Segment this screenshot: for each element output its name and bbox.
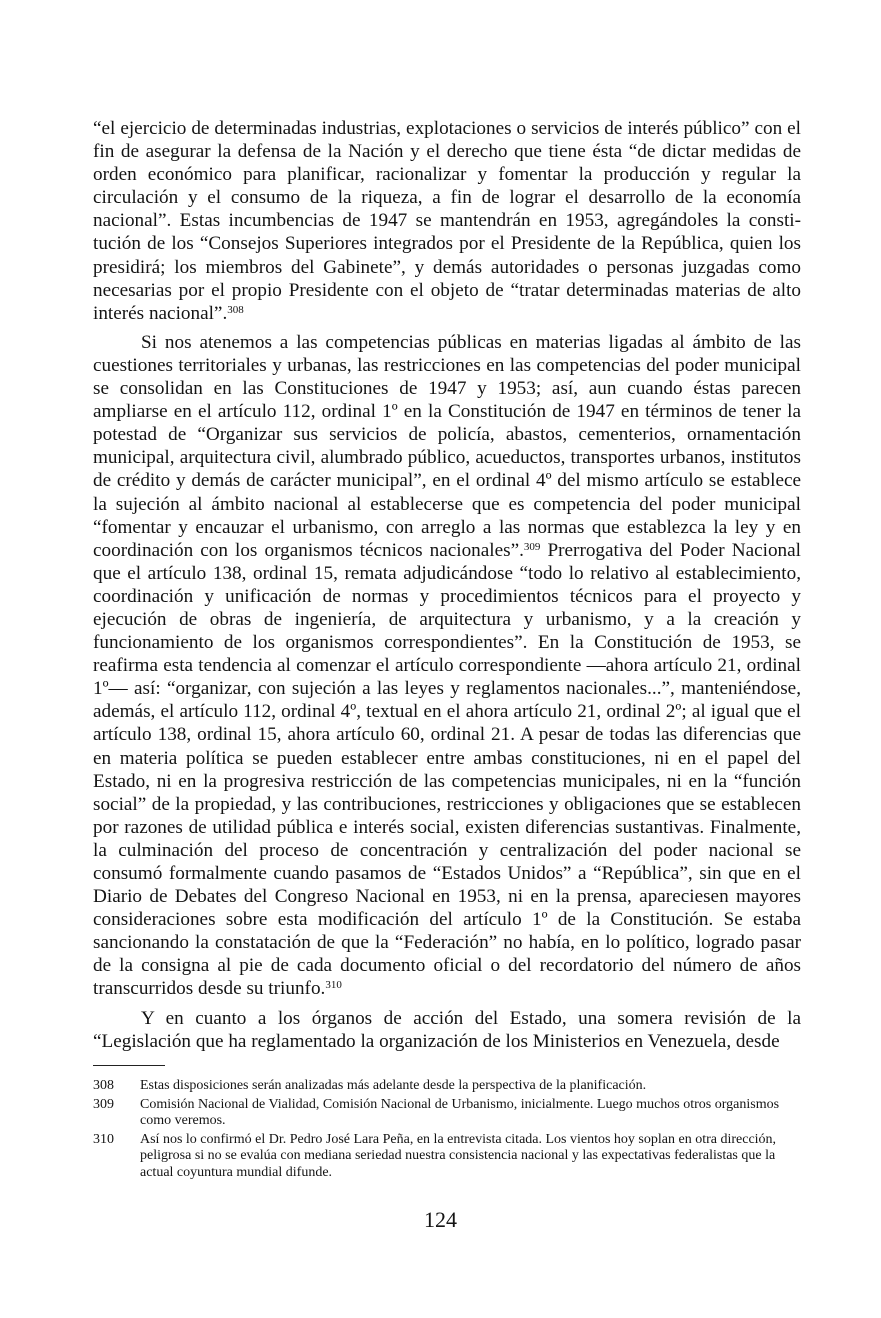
footnote-ref-309[interactable]: 309: [523, 540, 541, 553]
footnote-text: Así nos lo confirmó el Dr. Pedro José Lara Peña, en la entrevista citada. Los vientos hoy soplan en otra dirección, peligrosa si no se evalúa con mediana seriedad nuestra consistencia nacional y las expectativas federalistas que la actual coyuntura mundial difunde.: [140, 1131, 777, 1180]
paragraph-2-text-a: Si nos atenemos a las competencias públicas en materias ligadas al ámbito de las cuestiones territoriales y urbanas, las restricciones en las competencias del poder municipal se consolidan en las Constituciones de 1947 y 1953; así, aun cuando éstas parecen ampliarse en el artículo 112, ordinal 1º en la Constitución de 1947 en términos de tener la potestad de “Organizar sus servicios de policía, abastos, cementerios, ornamentación municipal, arquitectura civil, alumbrado público, acueductos, transportes urbanos, institutos de crédito y demás de carácter municipal”, en el ordinal 4º del mismo artículo se establece la sujeción al ámbito nacional al establecerse que es competencia del poder municipal “fomentar y encauzar el urbanismo, con arreglo a las normas que establezca la ley y en coordinación con los organismos técnicos nacionales”.: [93, 331, 801, 561]
footnote-text: Estas disposiciones serán analizadas más adelante desde la perspectiva de la planificación.: [140, 1078, 647, 1093]
paragraph-1: [93, 117, 801, 325]
paragraph-3-text: Y en cuanto a los órganos de acción del Estado, una somera revisión de la “Legislación que ha reglamentado la organización de los Ministerios en Venezuela, desde: [93, 1007, 801, 1052]
paragraph-3: [93, 1007, 801, 1053]
page-number: 124: [424, 1207, 457, 1232]
main-text: [93, 117, 801, 1053]
footnotes: [93, 1078, 801, 1183]
footnote-308: [93, 1078, 801, 1095]
footnote-number: 308: [93, 1078, 114, 1093]
paragraph-2: [93, 331, 801, 1001]
paragraph-1-text: “el ejercicio de determinadas industrias, explotaciones o servicios de interés público” con el fin de asegurar la defensa de la Nación y el derecho que tiene ésta “de dictar medidas de orden económico para planificar, racionalizar y fomentar la producción y regular la circulación y el consumo de la riqueza, a fin de lograr el desarrollo de la economía nacional”. Estas incumbencias de 1947 se mantendrán en 1953, agregándoles la constitución de los “Consejos Superiores integrados por el Presidente de la República, quien los presidirá; los miembros del Gabinete”, y demás autoridades o personas juzgadas como necesarias por el propio Presidente con el objeto de “tratar determinadas materias de alto interés nacional”.: [93, 118, 801, 324]
footnote-309: [93, 1097, 801, 1130]
footnote-separator: [93, 1065, 165, 1066]
footnote-text: Comisión Nacional de Vialidad, Comisión Nacional de Urbanismo, inicialmente. Luego muchos otros organismos como veremos.: [140, 1096, 780, 1128]
paragraph-2-text-b: Prerrogativa del Poder Nacional que el artículo 138, ordinal 15, remata adjudicándose “todo lo relativo al establecimiento, coordinación y unificación de normas y procedimientos técnicos para el proyecto y ejecución de obras de ingeniería, de arquitectura y urbanismo, y a la creación y funcionamiento de los organismos correspondientes”. En la Constitución de 1953, se reafirma esta tendencia al comenzar el artículo correspondiente —ahora artículo 21, ordinal 1º— así: “organizar, con sujeción a las leyes y reglamentos nacionales...”, manteniéndose, además, el artículo 112, ordinal 4º, textual en el ahora artículo 21, ordinal 2º; al igual que el artículo 138, ordinal 15, ahora artículo 60, ordinal 21. A pesar de todas las diferencias que en materia política se pueden establecer entre ambas constituciones, ni en el papel del Estado, ni en la progresiva restricción de las competencias municipales, ni en la “función social” de la propiedad, y las contribuciones, restricciones y obligaciones que se establecen por razones de utilidad pública e interés social, existen diferencias sustantivas. Finalmente, la culminación del proceso de concentración y centralización del poder nacional se consumó formalmente cuando pasamos de “Estados Unidos” a “República”, sin que en el Diario de Debates del Congreso Nacional en 1953, ni en la prensa, apareciesen mayores consideraciones sobre esta modificación del artículo 1º de la Constitución. Se estaba sancionando la constatación de que la “Federación” no había, en lo político, logrado pasar de la consigna al pie de cada documento oficial o del recordatorio del número de años transcurridos desde su triunfo.: [93, 539, 801, 1000]
footnote-number: 309: [93, 1096, 114, 1112]
footnote-number: 310: [93, 1131, 114, 1147]
footnote-ref-310[interactable]: 310: [325, 979, 342, 992]
footnote-310: [93, 1132, 801, 1182]
footnote-ref-308[interactable]: 308: [227, 303, 244, 316]
